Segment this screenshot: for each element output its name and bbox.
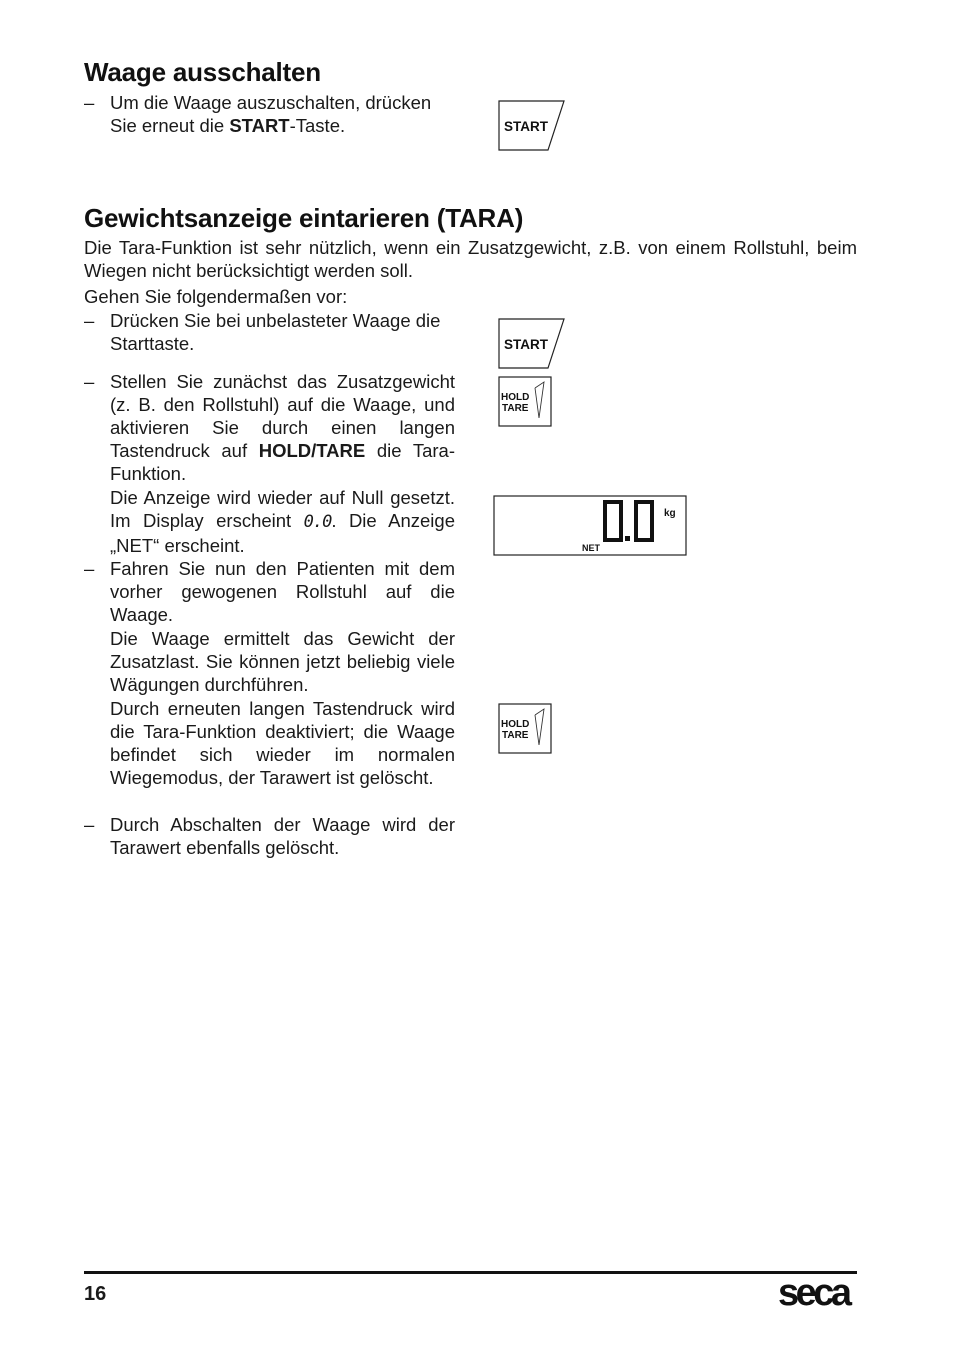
step-switch-off-clears: Durch Abschalten der Waage wird der Tarawert ebenfalls gelöscht.: [110, 814, 455, 858]
page-number: 16: [84, 1283, 107, 1305]
start-key-icon: [498, 318, 566, 370]
tara-lead: Gehen Sie folgendermaßen vor:: [84, 286, 348, 307]
hold-tare-key-icon: [498, 703, 553, 755]
hold-label: HOLD: [501, 719, 530, 730]
step-activate-tare: Stellen Sie zunächst das Zusatzgewicht (z. B. den Rollstuhl) auf die Waage, und aktivieren Sie durch einen langen Tastendruck auf HOLD/TARE die Tara-Funktion.: [110, 371, 455, 484]
start-key-icon: [498, 100, 566, 152]
seca-logo: seca: [778, 1272, 849, 1314]
start-key-label: START: [504, 337, 548, 352]
hold-tare-key-icon: [498, 376, 553, 428]
display-net-label: NET: [582, 543, 600, 553]
tare-display-note: Die Anzeige wird wieder auf Null gesetzt. Im Display erscheint 0.0. Die Anzeige „NET“ erscheint.: [110, 487, 455, 556]
heading-tara: Gewichtsanzeige eintarieren (TARA): [84, 203, 524, 233]
display-unit: kg: [664, 508, 676, 519]
start-key-name: START: [229, 115, 290, 136]
list-dash: –: [84, 814, 95, 835]
hold-label: HOLD: [501, 392, 530, 403]
start-key-label: START: [504, 119, 548, 134]
tara-intro: Die Tara-Funktion ist sehr nützlich, wenn ein Zusatzgewicht, z.B. von einem Rollstuhl, beim Wiegen nicht berücksichtigt werden soll.: [84, 237, 857, 281]
step-drive-patient: Fahren Sie nun den Patienten mit dem vorher gewogenen Rollstuhl auf die Waage.: [110, 558, 455, 625]
footer-rule: [84, 1271, 857, 1274]
list-dash: –: [84, 558, 95, 579]
tare-label: TARE: [502, 403, 529, 414]
hold-tare-key-name: HOLD/TARE: [258, 440, 366, 461]
list-dash: –: [84, 310, 95, 331]
inline-display-value: 0.0: [303, 512, 332, 532]
tare-label: TARE: [502, 730, 529, 741]
list-dash: –: [84, 92, 95, 113]
scale-display: [493, 495, 687, 556]
heading-waage-ausschalten: Waage ausschalten: [84, 57, 321, 87]
step-press-start: Drücken Sie bei unbelasteter Waage die Starttaste.: [110, 310, 441, 354]
list-dash: –: [84, 371, 95, 392]
step-deactivate-note: Durch erneuten langen Tastendruck wird die Tara-Funktion deaktiviert; die Waage befindet sich wieder im normalen Wiegemodus, der Tarawert ist gelöscht.: [110, 698, 455, 788]
step-weigh-note: Die Waage ermittelt das Gewicht der Zusatzlast. Sie können jetzt beliebig viele Wägungen durchführen.: [110, 628, 455, 695]
instruction-switch-off: Um die Waage auszuschalten, drücken Sie erneut die START-Taste.: [110, 92, 432, 136]
